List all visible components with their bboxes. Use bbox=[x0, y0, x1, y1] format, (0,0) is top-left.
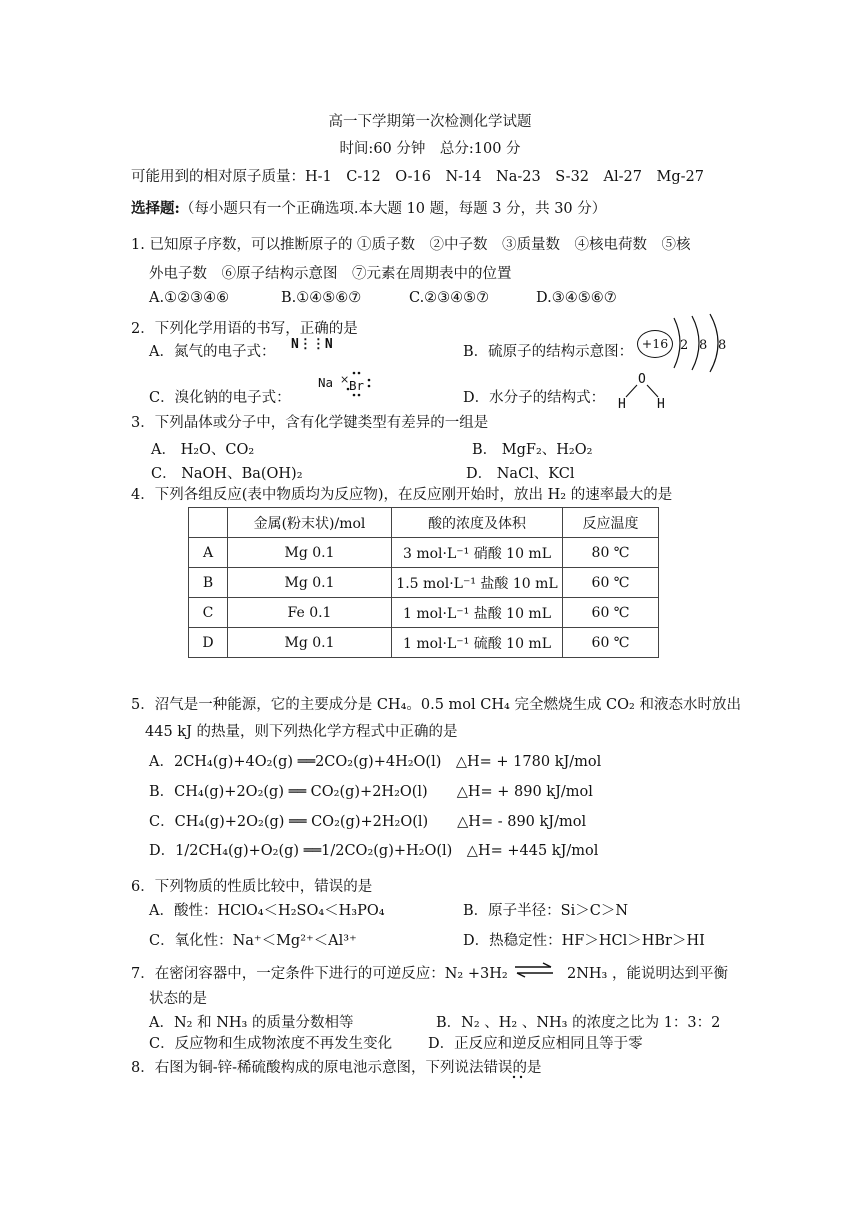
table-cell: 1 mol·L⁻¹ 硫酸 10 mL bbox=[392, 628, 563, 658]
table-cell: Fe 0.1 bbox=[228, 598, 392, 628]
table-cell: Mg 0.1 bbox=[228, 568, 392, 598]
q5-option-b: B．CH₄(g)+2O₂(g) ══ CO₂(g)+2H₂O(l) △H= + 890 kJ/mol bbox=[149, 784, 593, 800]
water-bonds bbox=[620, 380, 670, 402]
q6-stem: 6．下列物质的性质比较中，错误的是 bbox=[131, 879, 373, 895]
q2-option-a: A．氮气的电子式： bbox=[149, 344, 276, 360]
q2-option-d: D．水分子的结构式： bbox=[463, 390, 606, 406]
q1-stem-line2: 外电子数 ⑥原子结构示意图 ⑦元素在周期表中的位置 bbox=[149, 266, 512, 282]
q2-option-b: B．硫原子的结构示意图： bbox=[463, 344, 634, 360]
table-header-cell: 金属(粉末状)/mol bbox=[228, 508, 392, 538]
table-cell: 60 ℃ bbox=[563, 598, 659, 628]
sulfur-shell-3: 8 bbox=[718, 338, 727, 353]
q8-stem: 8．右图为铜-锌-稀硫酸构成的原电池示意图，下列说法错误的是 bbox=[131, 1060, 542, 1076]
q5-stem-line2: 445 kJ 的热量，则下列热化学方程式中正确的是 bbox=[145, 724, 458, 740]
water-h1: H bbox=[618, 397, 626, 412]
q1-option-a: A.①②③④⑥ bbox=[149, 290, 230, 306]
table-cell: 60 ℃ bbox=[563, 628, 659, 658]
table-cell: A bbox=[189, 538, 228, 568]
q3-option-a: A． H₂O、CO₂ bbox=[151, 442, 255, 458]
atomic-masses: 可能用到的相对原子质量：H-1 C-12 O-16 N-14 Na-23 S-32 Al-27 Mg-27 bbox=[131, 169, 704, 185]
q2-option-c: C．溴化钠的电子式： bbox=[149, 390, 291, 406]
q6-option-c: C．氧化性：Na⁺＜Mg²⁺＜Al³⁺ bbox=[149, 933, 357, 949]
q7-stem-part1: 7．在密闭容器中，一定条件下进行的可逆反应：N₂ +3H₂ bbox=[131, 966, 508, 982]
q6-option-b: B．原子半径：Si＞C＞N bbox=[463, 903, 629, 919]
table-header-cell bbox=[189, 508, 228, 538]
reversible-arrow-icon bbox=[513, 962, 555, 978]
q5-option-c: C．CH₄(g)+2O₂(g) ══ CO₂(g)+2H₂O(l) △H= - 890 kJ/mol bbox=[149, 814, 587, 830]
section-label: 选择题: bbox=[131, 200, 180, 217]
q7-option-d: D．正反应和逆反应相同且等于零 bbox=[428, 1036, 643, 1052]
q1-stem-line1: 1. 已知原子序数，可以推断原子的 ①质子数 ②中子数 ③质量数 ④核电荷数 ⑤核 bbox=[131, 237, 691, 253]
section-heading bbox=[131, 197, 606, 218]
exam-title: 高一下学期第一次检测化学试题 bbox=[328, 114, 532, 130]
emphasis-dots bbox=[512, 1074, 524, 1080]
q6-option-a: A．酸性：HClO₄＜H₂SO₄＜H₃PO₄ bbox=[149, 903, 385, 919]
sulfur-shell-1: 2 bbox=[680, 338, 689, 353]
q7-option-b: B．N₂ 、H₂ 、NH₃ 的浓度之比为 1：3：2 bbox=[436, 1015, 721, 1031]
table-cell: 1 mol·L⁻¹ 盐酸 10 mL bbox=[392, 598, 563, 628]
q1-option-c: C.②③④⑤⑦ bbox=[409, 290, 490, 306]
q2-stem: 2．下列化学用语的书写，正确的是 bbox=[131, 321, 358, 337]
table-cell: 80 ℃ bbox=[563, 538, 659, 568]
reaction-table bbox=[188, 507, 659, 658]
table-header-cell: 酸的浓度及体积 bbox=[392, 508, 563, 538]
table-cell: 1.5 mol·L⁻¹ 盐酸 10 mL bbox=[392, 568, 563, 598]
table-row bbox=[189, 598, 659, 628]
table-header-cell: 反应温度 bbox=[563, 508, 659, 538]
q1-option-b: B.①④⑤⑥⑦ bbox=[281, 290, 362, 306]
water-h2: H bbox=[657, 397, 665, 412]
table-cell: 60 ℃ bbox=[563, 568, 659, 598]
table-cell: B bbox=[189, 568, 228, 598]
q7-option-a: A．N₂ 和 NH₃ 的质量分数相等 bbox=[149, 1015, 354, 1031]
q5-option-a: A．2CH₄(g)+4O₂(g) ══2CO₂(g)+4H₂O(l) △H= + 1780 kJ/mol bbox=[149, 754, 602, 770]
table-row bbox=[189, 568, 659, 598]
sulfur-nucleus-charge: +16 bbox=[641, 336, 669, 351]
sulfur-nucleus-circle bbox=[637, 330, 673, 358]
q3-option-b: B． MgF₂、H₂O₂ bbox=[472, 442, 593, 458]
water-o: O bbox=[638, 372, 646, 387]
nabr-cross-icon: × bbox=[340, 373, 350, 386]
q7-option-c: C．反应物和生成物浓度不再发生变化 bbox=[149, 1036, 393, 1052]
table-row bbox=[189, 538, 659, 568]
nabr-br: Br bbox=[349, 378, 365, 393]
sulfur-shell-2: 8 bbox=[699, 338, 708, 353]
table-cell: D bbox=[189, 628, 228, 658]
table-row bbox=[189, 628, 659, 658]
q2-n2-electron-formula: N⋮⋮N bbox=[291, 337, 333, 352]
q3-option-d: D． NaCl、KCl bbox=[466, 466, 575, 482]
exam-time-info: 时间:60 分钟 总分:100 分 bbox=[339, 141, 521, 157]
q7-stem-part2: 2NH₃ ，能说明达到平衡 bbox=[567, 966, 728, 982]
table-cell: C bbox=[189, 598, 228, 628]
q3-stem: 3．下列晶体或分子中，含有化学键类型有差异的一组是 bbox=[131, 415, 489, 431]
table-header-row bbox=[189, 508, 659, 538]
table-cell: 3 mol·L⁻¹ 硝酸 10 mL bbox=[392, 538, 563, 568]
nabr-na: Na bbox=[318, 375, 334, 390]
shell-arc-3 bbox=[710, 314, 718, 372]
section-note: （每小题只有一个正确选项.本大题 10 题，每题 3 分，共 30 分） bbox=[179, 201, 607, 217]
q4-stem: 4．下列各组反应(表中物质均为反应物)，在反应刚开始时，放出 H₂ 的速率最大的是 bbox=[131, 487, 673, 503]
nabr-electron-dots bbox=[343, 370, 373, 398]
q5-option-d: D．1/2CH₄(g)+O₂(g) ══1/2CO₂(g)+H₂O(l) △H= +445 kJ/mol bbox=[149, 843, 599, 859]
q3-option-c: C． NaOH、Ba(OH)₂ bbox=[151, 466, 303, 482]
table-cell: Mg 0.1 bbox=[228, 628, 392, 658]
table-cell: Mg 0.1 bbox=[228, 538, 392, 568]
q7-stem-line2: 状态的是 bbox=[149, 991, 207, 1007]
q5-stem-line1: 5．沼气是一种能源，它的主要成分是 CH₄。0.5 mol CH₄ 完全燃烧生成 CO₂ 和液态水时放出 bbox=[131, 697, 741, 713]
q1-option-d: D.③④⑤⑥⑦ bbox=[536, 290, 617, 306]
shell-arc-2 bbox=[692, 316, 699, 370]
q6-option-d: D．热稳定性：HF＞HCl＞HBr＞HI bbox=[463, 933, 705, 949]
